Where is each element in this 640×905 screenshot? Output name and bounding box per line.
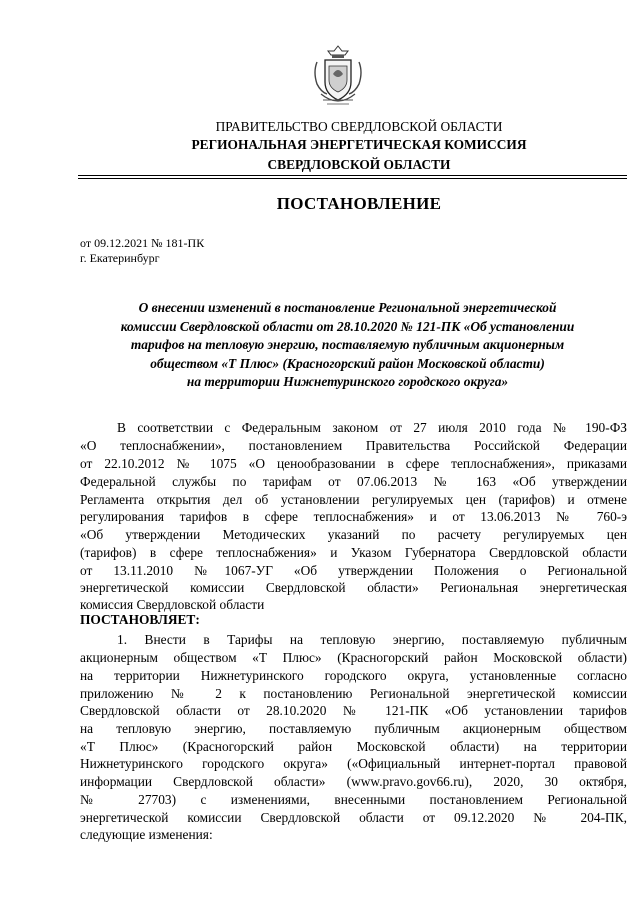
body-line: от 22.10.2012 № 1075 «О ценообразовании в сфере теплоснабжения», приказами: [80, 456, 627, 471]
commission-name: РЕГИОНАЛЬНАЯ ЭНЕРГЕТИЧЕСКАЯ КОМИССИЯ: [191, 137, 527, 152]
body-line: приложению № 2 к постановлению Региональной энергетической комиссии: [80, 686, 627, 701]
body-line: «Об утверждении Методических указаний по расчету регулируемых цен: [80, 527, 627, 542]
header-divider-bottom: [78, 178, 627, 179]
document-date-number: от 09.12.2021 № 181-ПК: [80, 236, 205, 250]
body-line: «О теплоснабжении», постановлением Правительства Российской Федерации: [80, 438, 627, 453]
header-divider-top: [78, 175, 627, 176]
body-line: В соответствии с Федеральным законом от 27 июля 2010 года № 190-ФЗ: [117, 420, 627, 435]
coat-of-arms-icon: [313, 44, 363, 110]
body-line: Федеральной службы по тарифам от 07.06.2013 № 163 «Об утверждении: [80, 474, 627, 489]
document-title: ПОСТАНОВЛЕНИЕ: [276, 194, 442, 213]
body-line: Нижнетуринского городского округа» («Официальный интернет-портал правовой: [80, 756, 627, 771]
subject-line: обществом «Т Плюс» (Красногорский район Московской области): [150, 355, 545, 371]
subject-line: тарифов на тепловую энергию, поставляемую публичным акционерным: [130, 337, 565, 352]
region-name: СВЕРДЛОВСКОЙ ОБЛАСТИ: [267, 157, 451, 172]
body-line: энергетической комиссии Свердловской области от 09.12.2020 № 204-ПК,: [80, 810, 627, 825]
body-line: комиссия Свердловской области: [80, 597, 265, 612]
document-city: г. Екатеринбург: [80, 251, 160, 265]
document-subject: [90, 299, 605, 392]
body-line: следующие изменения:: [80, 827, 213, 842]
body-line: «Т Плюс» (Красногорский район Московской области) на территории: [80, 739, 627, 754]
body-line: на тепловую энергию, поставляемую публичным акционерным обществом: [80, 721, 627, 736]
body-line: информации Свердловской области» (www.pravo.gov66.ru), 2020, 30 октября,: [80, 774, 627, 789]
subject-line: О внесении изменений в постановление Региональной энергетической: [138, 300, 557, 315]
body-line: регулирования тарифов в сфере теплоснабжения» и от 13.06.2013 № 760-э: [80, 509, 627, 524]
government-name: ПРАВИТЕЛЬСТВО СВЕРДЛОВСКОЙ ОБЛАСТИ: [215, 119, 503, 134]
body-line: (тарифов) в сфере теплоснабжения» и Указом Губернатора Свердловской области: [80, 545, 627, 560]
resolution-keyword: ПОСТАНОВЛЯЕТ:: [80, 612, 200, 627]
subject-line: на территории Нижнетуринского городского округа»: [186, 374, 509, 389]
body-line: Свердловской области от 28.10.2020 № 121-ПК «Об установлении тарифов: [80, 703, 627, 718]
body-line: № 27703) с изменениями, внесенными постановлением Региональной: [80, 792, 627, 807]
body-line: от 13.11.2010 №1067-УГ «Об утверждении Положения о Региональной: [80, 563, 627, 578]
body-line: на территории Нижнетуринского городского округа, установленные согласно: [80, 668, 627, 683]
subject-line: комиссии Свердловской области от 28.10.2020 № 121-ПК «Об установлении: [120, 318, 575, 334]
body-line: энергетической комиссии Свердловской области» Региональная энергетическая: [80, 580, 627, 595]
body-line: Регламента открытия дел об установлении регулируемых цен (тарифов) и отмене: [80, 492, 627, 507]
body-line: акционерным обществом «Т Плюс» (Красногорский район Московской области): [80, 650, 627, 665]
body-line: 1. Внести в Тарифы на тепловую энергию, поставляемую публичным: [117, 632, 627, 647]
